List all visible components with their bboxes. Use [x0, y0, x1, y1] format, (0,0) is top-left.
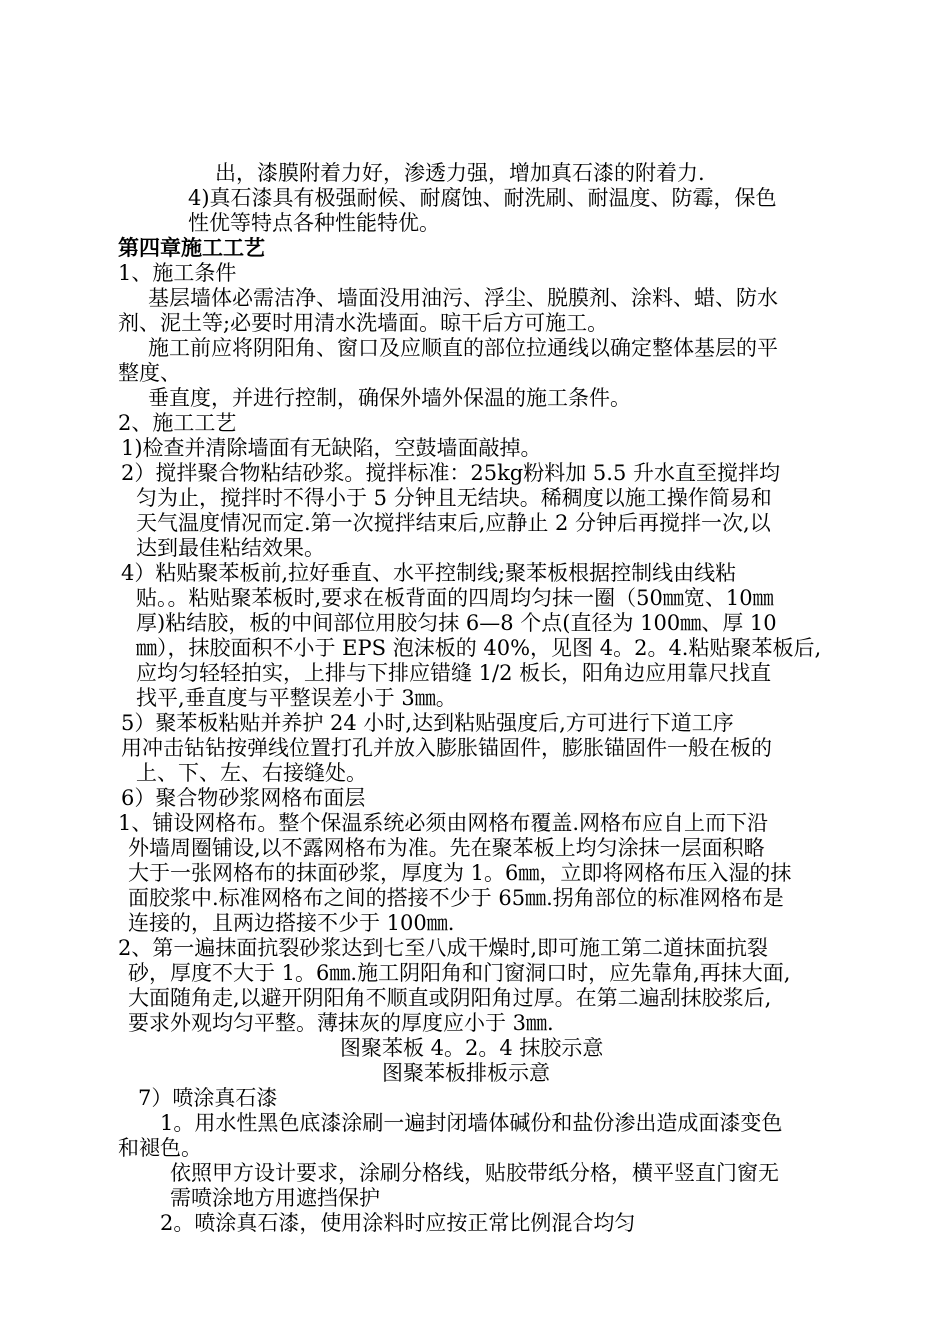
text-line: 垂直度，并进行控制，确保外墙外保温的施工条件。: [148, 386, 631, 410]
figure-caption: 图聚苯板排板示意: [382, 1061, 550, 1085]
text-line: 2、第一遍抹面抗裂砂浆达到七至八成干燥时,即可施工第二道抹面抗裂: [118, 936, 769, 960]
text-line: 和褪色。: [118, 1136, 202, 1160]
text-line: 1)检查并清除墙面有无缺陷，空鼓墙面敲掉。: [121, 436, 542, 460]
text-line: 找平,垂直度与平整误差小于 3㎜。: [136, 686, 457, 710]
text-line: 面胶浆中.标准网格布之间的搭接不少于 65㎜.拐角部位的标准网格布是: [128, 886, 784, 910]
text-line: ㎜），抹胶面积不小于 EPS 泡沫板的 40%，见图 4。2。4.粘贴聚苯板后,: [136, 636, 822, 660]
text-line: 2）搅拌聚合物粘结砂浆。搅拌标准：25kg粉料加 5.5 升水直至搅拌均: [121, 461, 780, 485]
text-line: 应均匀轻轻拍实，上排与下排应错缝 1/2 板长，阳角边应用靠尺找直: [136, 661, 772, 685]
text-line: 出，漆膜附着力好，渗透力强，增加真石漆的附着力.: [215, 161, 705, 185]
text-line: 6）聚合物砂浆网格布面层: [121, 786, 366, 810]
text-line: 依照甲方设计要求，涂刷分格线，贴胶带纸分格，横平竖直门窗无: [170, 1161, 779, 1185]
text-line: 2。喷涂真石漆，使用涂料时应按正常比例混合均匀: [160, 1211, 636, 1235]
section-heading: 2、施工工艺: [118, 411, 237, 435]
text-line: 天气温度情况而定.第一次搅拌结束后,应静止 2 分钟后再搅拌一次,以: [136, 511, 771, 535]
text-line: 匀为止，搅拌时不得小于 5 分钟且无结块。稀稠度以施工操作简易和: [136, 486, 772, 510]
text-line: 连接的，且两边搭接不少于 100㎜.: [128, 911, 455, 935]
text-line: 7）喷涂真石漆: [138, 1086, 278, 1110]
text-line: 4)真石漆具有极强耐候、耐腐蚀、耐洗刷、耐温度、防霉，保色: [188, 186, 777, 210]
text-line: 性优等特点各种性能特优。: [188, 211, 440, 235]
text-line: 砂，厚度不大于 1。6㎜.施工阴阳角和门窗洞口时，应先靠角,再抹大面,: [128, 961, 791, 985]
text-line: 外墙周圈铺设,以不露网格布为准。先在聚苯板上均匀涂抹一层面积略: [128, 836, 765, 860]
text-line: 整度、: [118, 361, 181, 385]
text-line: 上、下、左、右接缝处。: [136, 761, 367, 785]
text-line: 大面随角走,以避开阴阳角不顺直或阴阳角过厚。在第二遍刮抹胶浆后,: [128, 986, 772, 1010]
chapter-heading: 第四章施工工艺: [118, 235, 265, 260]
text-line: 需喷涂地方用遮挡保护: [170, 1186, 380, 1210]
text-line: 达到最佳粘结效果。: [136, 536, 325, 560]
figure-caption: 图聚苯板 4。2。4 抹胶示意: [340, 1036, 604, 1060]
text-line: 大于一张网格布的抹面砂浆，厚度为 1。6㎜，立即将网格布压入湿的抹: [128, 861, 792, 885]
text-line: 贴。。粘贴聚苯板时,要求在板背面的四周均匀抹一圈（50㎜宽、10㎜: [136, 586, 774, 610]
text-line: 用冲击钻钻按弹线位置打孔并放入膨胀锚固件，膨胀锚固件一般在板的: [121, 736, 772, 760]
text-line: 5）聚苯板粘贴并养护 24 小时,达到粘贴强度后,方可进行下道工序: [121, 711, 734, 735]
text-line: 4）粘贴聚苯板前,拉好垂直、水平控制线;聚苯板根据控制线由线粘: [121, 561, 737, 585]
text-line: 要求外观均匀平整。薄抹灰的厚度应小于 3㎜.: [128, 1011, 554, 1035]
text-line: 剂、泥土等;必要时用清水洗墙面。晾干后方可施工。: [118, 311, 609, 335]
text-line: 厚)粘结胶，板的中间部位用胶匀抹 6—8 个点(直径为 100㎜、厚 10: [136, 611, 777, 635]
text-line: 施工前应将阴阳角、窗口及应顺直的部位拉通线以确定整体基层的平: [148, 336, 778, 360]
text-line: 1。用水性黑色底漆涂刷一遍封闭墙体碱份和盐份渗出造成面漆变色: [160, 1111, 783, 1135]
text-line: 1、铺设网格布。整个保温系统必须由网格布覆盖.网格布应自上而下沿: [118, 811, 769, 835]
section-heading: 1、施工条件: [118, 261, 237, 285]
text-line: 基层墙体必需洁净、墙面没用油污、浮尘、脱膜剂、涂料、蜡、防水: [148, 286, 778, 310]
